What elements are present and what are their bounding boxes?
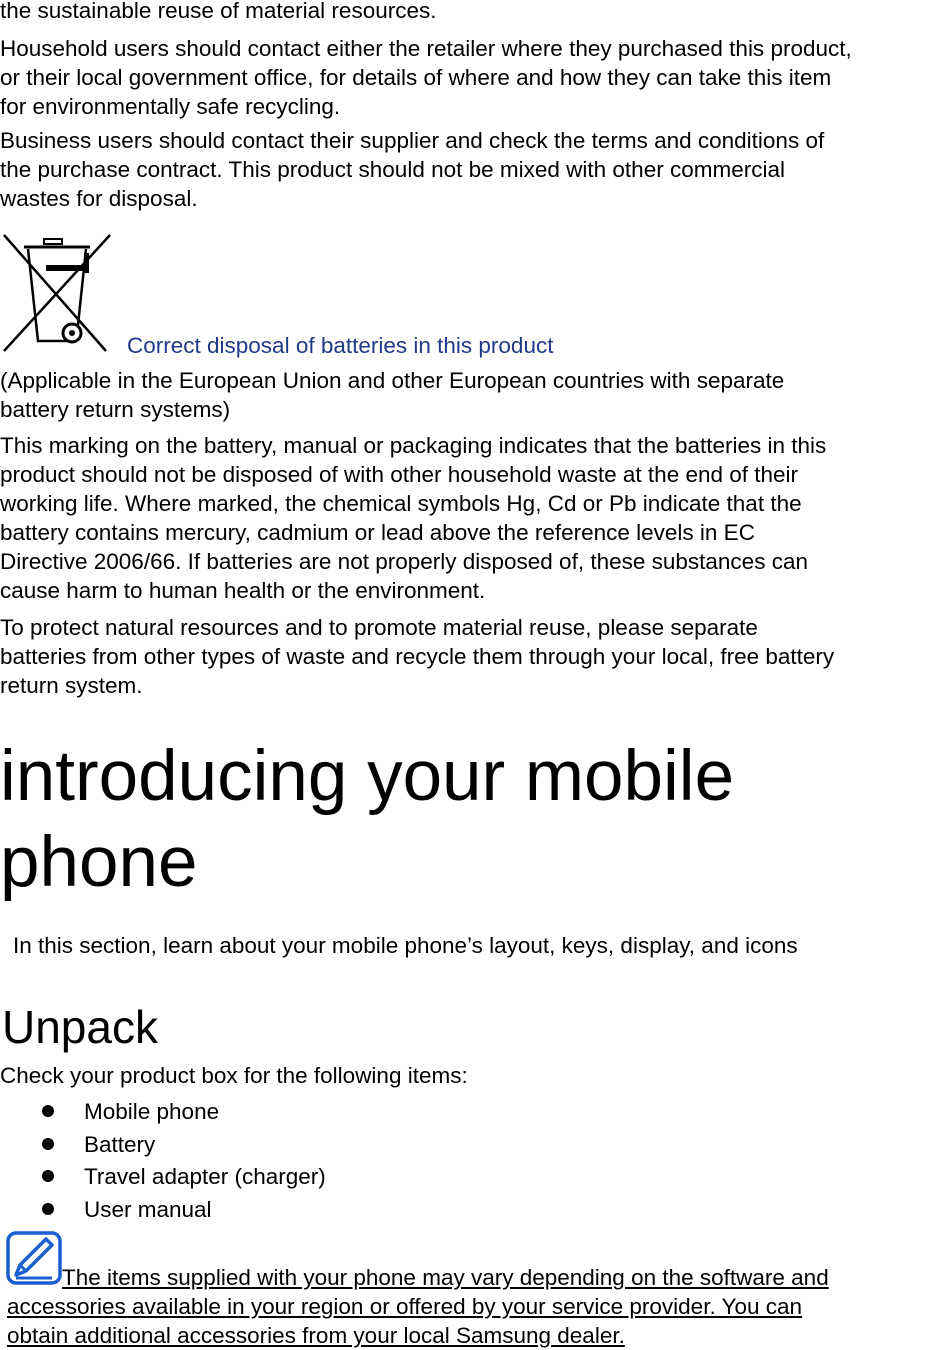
paragraph-applicable: (Applicable in the European Union and other European countries with separate battery return systems): [0, 368, 785, 422]
chapter-intro: In this section, learn about your mobile phone’s layout, keys, display, and icons: [13, 933, 798, 958]
paragraph-battery-marking: This marking on the battery, manual or packaging indicates that the batteries in this product should not be disposed of with other household waste at the end of their working life. Where marked, the chemical symbols Hg, Cd or Pb indicate that the battery contains mercury, cadmium or lead above the reference levels in EC Directive 2006/66. If batteries are not properly disposed of, these substances can cause harm to human health or the environment.: [0, 433, 827, 603]
bullet-icon: [42, 1170, 54, 1182]
paragraph-protect-resources: To protect natural resources and to promote material reuse, please separate batteries from other types of waste and recycle them through your local, free battery return system.: [0, 615, 835, 698]
chapter-title-line-1: introducing your mobile: [0, 737, 735, 816]
chapter-title-line-2: phone: [0, 823, 198, 902]
unpack-lead: Check your product box for the following items:: [0, 1063, 468, 1088]
unpack-heading: Unpack: [2, 1001, 158, 1053]
battery-disposal-heading: Correct disposal of batteries in this product: [127, 333, 554, 358]
list-item: Battery: [0, 1130, 326, 1163]
paragraph-reuse: the sustainable reuse of material resources.: [0, 0, 437, 23]
bullet-icon: [42, 1105, 54, 1117]
list-item: Mobile phone: [0, 1097, 326, 1130]
unpack-items-list: [0, 1097, 326, 1227]
list-item: User manual: [0, 1195, 326, 1228]
bullet-icon: [42, 1203, 54, 1215]
crossed-out-wheelie-bin-icon: [2, 233, 112, 353]
paragraph-household-users: Household users should contact either the retailer where they purchased this product, or their local government office, for details of where and how they can take this item for environmentally safe recycling.: [0, 36, 852, 119]
note-text: The items supplied with your phone may vary depending on the software and accessories available in your region or offered by your service provider. You can obtain additional accessories from your local Samsung dealer.: [7, 1265, 829, 1348]
bullet-icon: [42, 1138, 54, 1150]
list-item: Travel adapter (charger): [0, 1162, 326, 1195]
paragraph-business-users: Business users should contact their supplier and check the terms and conditions of the purchase contract. This product should not be mixed with other commercial wastes for disposal.: [0, 128, 825, 211]
